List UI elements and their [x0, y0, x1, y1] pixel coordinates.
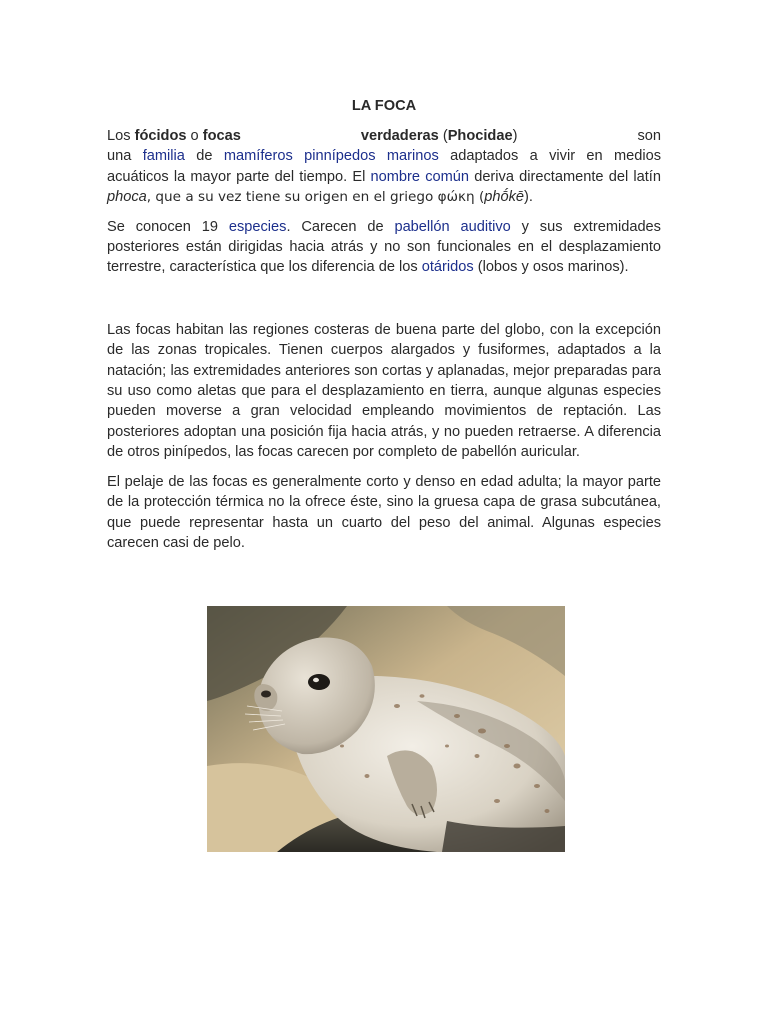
paragraph-habitat: Las focas habitan las regiones costeras de buena parte del globo, con la excepción de las zonas tropicales. Tienen cuerpos alargados y fusiformes, adaptados a la natación; las extremidades anteriores son cortas y aplanadas, mejor preparadas para su uso como aletas que para el desplazamiento en tierra, aunque algunas especies pueden moverse a gran velocidad empleando movimientos de reptación. Las posteriores adoptan una posición fija hacia atrás, y no pueden retraerse. A diferencia de otros pinípedos, las focas carecen por completo de pabellón auricular.: [107, 321, 661, 461]
intro-line-1: Los fócidos o focas verdaderas (Phocidae) son: [107, 128, 661, 144]
document-page: [107, 96, 661, 562]
paragraph-species: Se conocen 19 especies. Carecen de pabellón auditivo y sus extremidades posteriores están dirigidas hacia atrás y no son funcionales en el desplazamiento terrestre, característica que los diferencia de los otáridos (lobos y osos marinos).: [107, 218, 661, 276]
link-mamiferos-pinnipedos-marinos[interactable]: mamíferos pinnípedos marinos: [223, 148, 439, 165]
spacer: [107, 287, 661, 320]
link-pabellon-auditivo[interactable]: pabellón auditivo: [394, 218, 511, 235]
term-verdaderas: verdaderas: [360, 128, 439, 144]
link-otaridos[interactable]: otáridos: [421, 259, 474, 276]
paragraph-pelaje: El pelaje de las focas es generalmente corto y denso en edad adulta; la mayor parte de la protección térmica no la ofrece éste, sino la gruesa capa de grasa subcutánea, que puede representar hasta un cuarto del peso del animal. Algunas especies carecen casi de pelo.: [107, 473, 661, 551]
intro-line-2: una familia de mamíferos pinnípedos marinos adaptados a vivir en medios: [107, 148, 662, 165]
term-phocidae: Phocidae: [447, 128, 513, 144]
document-title: LA FOCA: [351, 98, 417, 114]
term-phoke: phṓkē: [484, 189, 525, 206]
term-phoca: phoca: [107, 189, 147, 206]
term-focas: focas: [202, 128, 241, 144]
seal-illustration: [207, 606, 565, 852]
link-familia[interactable]: familia: [142, 148, 185, 165]
link-nombre-comun[interactable]: nombre común: [370, 168, 469, 185]
term-focidos: fócidos: [134, 128, 187, 144]
intro-rest: acuáticos la mayor parte del tiempo. El nombre común deriva directamente del latín phoca, que a su vez tiene su origen en el griego φώκη (phṓkē).: [107, 168, 661, 206]
seal-photo: [207, 606, 565, 852]
paragraph-intro: [107, 126, 661, 208]
link-especies[interactable]: especies: [228, 218, 287, 235]
